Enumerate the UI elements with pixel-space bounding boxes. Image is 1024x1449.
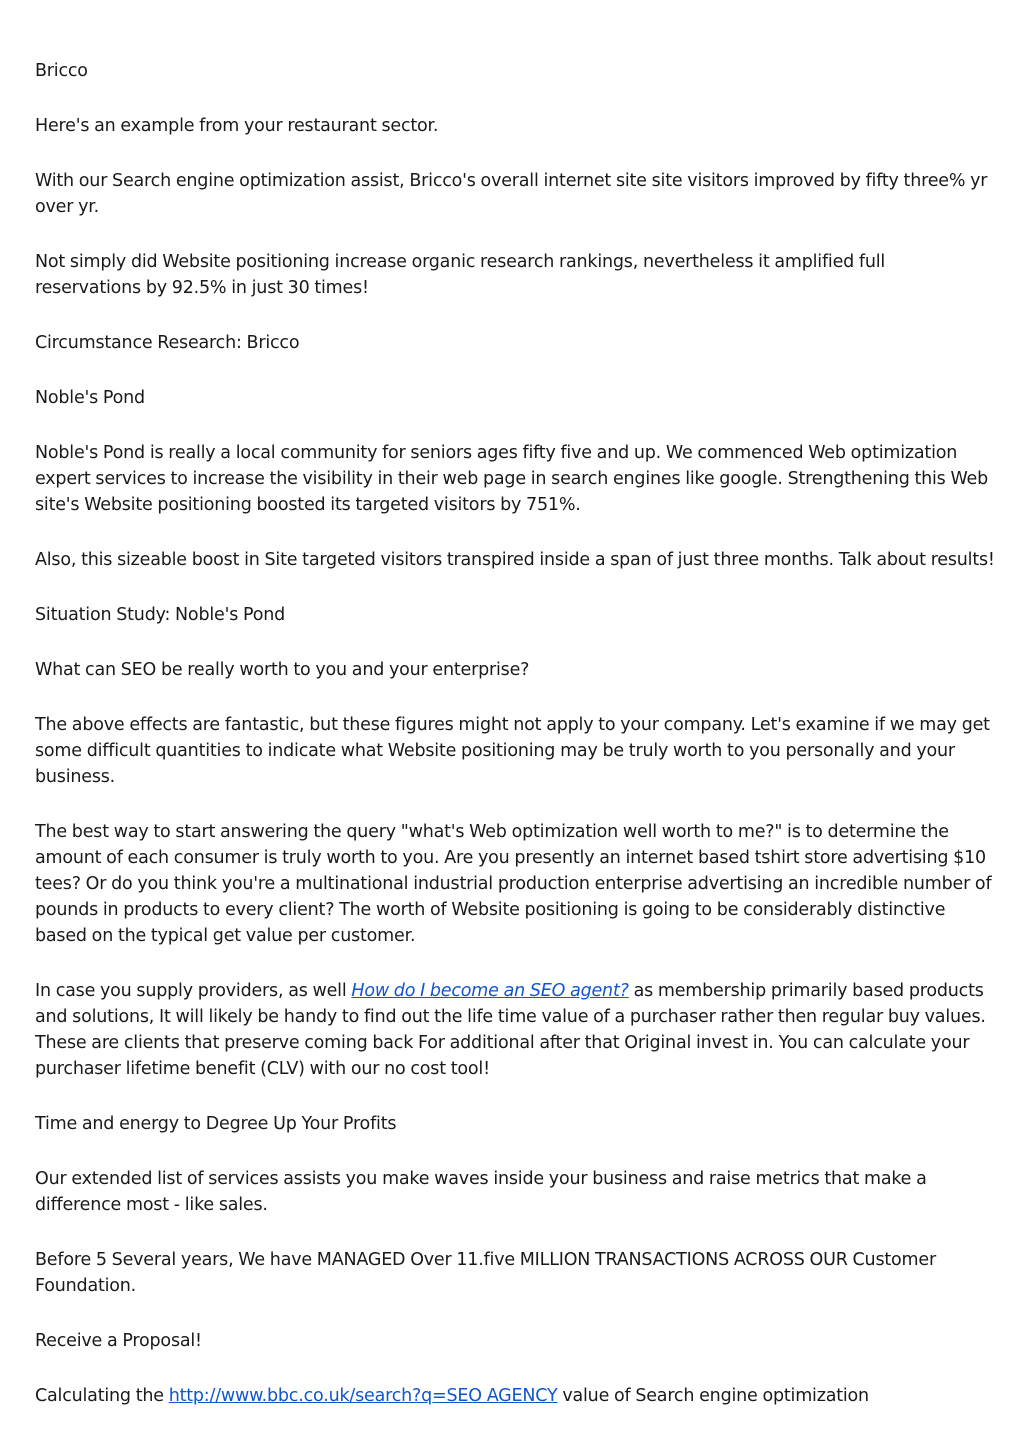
seo-agent-link[interactable]: How do I become an SEO agent? — [351, 981, 629, 1001]
paragraph-3: With our Search engine optimization assist, Bricco's overall internet site site visitors improved by fifty three% yr over yr. — [35, 171, 988, 217]
paragraph-5: Circumstance Research: Bricco — [35, 333, 300, 353]
paragraph-8: Also, this sizeable boost in Site targeted visitors transpired inside a span of just three months. Talk about results! — [35, 550, 995, 570]
last-text-after: value of Search engine optimization — [557, 1386, 869, 1406]
paragraph-12: The best way to start answering the query "what's Web optimization well worth to me?" is to determine the amount of each consumer is truly worth to you. Are you presently an internet based tshirt store advertising $10 tees? Or do you think you're a multinational industrial production enterprise advertising an incredible number of pounds in products to every client? The worth of Website positioning is going to be considerably distinctive based on the typical get value per customer. — [35, 822, 992, 946]
paragraph-13: Time and energy to Degree Up Your Profits — [35, 1114, 397, 1134]
document-body — [35, 58, 995, 1438]
paragraph-2: Here's an example from your restaurant sector. — [35, 116, 439, 136]
paragraph-1: Bricco — [35, 61, 88, 81]
bbc-search-link[interactable]: http://www.bbc.co.uk/search?q=SEO AGENCY — [168, 1386, 558, 1406]
last-text-before: Calculating the — [35, 1386, 169, 1406]
paragraph-10: What can SEO be really worth to you and your enterprise? — [35, 660, 530, 680]
clv-text-before: In case you supply providers, as well — [35, 981, 352, 1001]
paragraph-11: The above effects are fantastic, but these figures might not apply to your company. Let's examine if we may get some difficult quantities to indicate what Website positioning may be truly worth to you personally and your business. — [35, 715, 990, 787]
paragraph-6: Noble's Pond — [35, 388, 145, 408]
clv-text-after: as membership primarily based products and solutions, It will likely be handy to find out the life time value of a purchaser rather then regular buy values. These are clients that preserve coming back For additional after that Original invest in. You can calculate your purchaser lifetime benefit (CLV) with our no cost tool! — [35, 981, 986, 1079]
paragraph-4: Not simply did Website positioning increase organic research rankings, nevertheless it amplified full reservations by 92.5% in just 30 times! — [35, 252, 886, 298]
last-paragraph — [35, 1383, 995, 1409]
paragraph-9: Situation Study: Noble's Pond — [35, 605, 286, 625]
paragraph-16: Receive a Proposal! — [35, 1331, 202, 1351]
paragraph-7: Noble's Pond is really a local community for seniors ages fifty five and up. We commenced Web optimization expert services to increase the visibility in their web page in search engines like google. Strengthening this Web site's Website positioning boosted its targeted visitors by 751%. — [35, 443, 989, 515]
paragraph-15: Before 5 Several years, We have MANAGED Over 11.five MILLION TRANSACTIONS ACROSS OUR Customer Foundation. — [35, 1250, 936, 1296]
paragraph-14: Our extended list of services assists you make waves inside your business and raise metrics that make a difference most - like sales. — [35, 1169, 927, 1215]
clv-paragraph — [35, 978, 995, 1082]
